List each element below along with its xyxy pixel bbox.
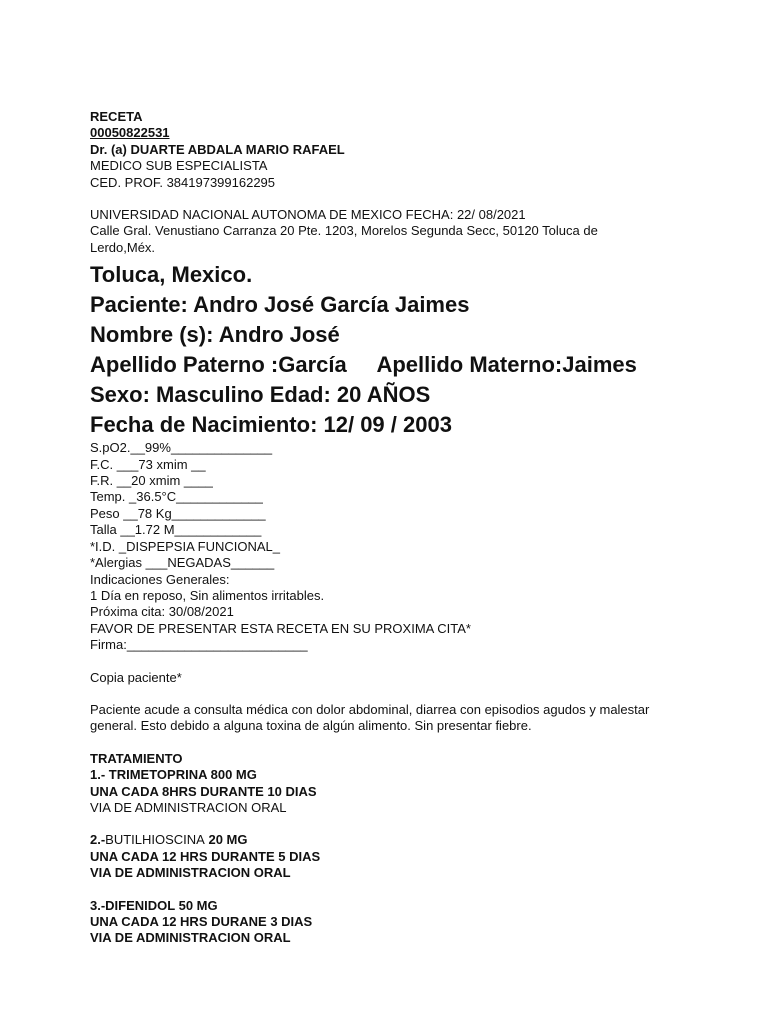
vital-temperature: Temp. _36.5°C____________: [90, 489, 263, 505]
vital-heart-rate: F.C. ___73 xmim __: [90, 456, 206, 472]
medication-name: 1.- TRIMETOPRINA 800 MG: [90, 767, 257, 783]
medication-drug: BUTILHIOSCINA: [105, 832, 205, 848]
treatment-heading: TRATAMIENTO: [90, 750, 183, 766]
spacer: [90, 882, 728, 898]
folio-number: 00050822531: [90, 125, 170, 141]
signature-line: Firma:_________________________: [90, 637, 308, 653]
next-visit: Próxima cita: 30/08/2021: [90, 604, 234, 620]
institution-address: Calle Gral. Venustiano Carranza 20 Pte. 1203, Morelos Segunda Secc, 50120 Toluca de Lerdo,Méx.: [90, 223, 598, 255]
allergies: *Alergias ___NEGADAS______: [90, 555, 275, 571]
spacer: [90, 654, 728, 670]
medication-name: 3.-DIFENIDOL 50 MG: [90, 897, 218, 913]
treatment-item: [90, 767, 728, 816]
patient-given-names: Nombre (s): Andro José: [90, 322, 340, 348]
diagnosis: *I.D. _DISPEPSIA FUNCIONAL_: [90, 538, 281, 554]
treatment-item: [90, 832, 728, 881]
medication-strength: 20 MG: [204, 832, 248, 848]
medication-route: VIA DE ADMINISTRACION ORAL: [90, 865, 291, 881]
medication-dose: UNA CADA 8HRS DURANTE 10 DIAS: [90, 783, 317, 799]
doctor-license: CED. PROF. 384197399162295: [90, 174, 276, 190]
spacer: [90, 686, 728, 702]
city-heading: Toluca, Mexico.: [90, 262, 253, 288]
vital-weight: Peso __78 Kg_____________: [90, 505, 266, 521]
vital-height: Talla __1.72 M____________: [90, 522, 262, 538]
medication-number: 2.-: [90, 832, 106, 848]
medication-route: VIA DE ADMINISTRACION ORAL: [90, 930, 291, 946]
vital-spo2: S.pO2.__99%______________: [90, 440, 273, 456]
notice: FAVOR DE PRESENTAR ESTA RECETA EN SU PROXIMA CITA*: [90, 620, 471, 636]
patient-sex-age: Sexo: Masculino Edad: 20 AÑOS: [90, 382, 431, 408]
institution-date-line: UNIVERSIDAD NACIONAL AUTONOMA DE MEXICO FECHA: 22/ 08/2021: [90, 207, 526, 223]
patient-surnames: Apellido Paterno :García Apellido Materno:Jaimes: [90, 352, 637, 378]
spacer: [90, 816, 728, 832]
copy-label: Copia paciente*: [90, 669, 182, 685]
clinical-description: Paciente acude a consulta médica con dolor abdominal, diarrea con episodios agudos y malestar general. Esto debido a alguna toxina de algún alimento. Sin presentar fiebre.: [90, 701, 650, 734]
doctor-name: Dr. (a) DUARTE ABDALA MARIO RAFAEL: [90, 141, 345, 157]
indications-text: 1 Día en reposo, Sin alimentos irritables.: [90, 587, 325, 603]
patient-full-name: Paciente: Andro José García Jaimes: [90, 292, 470, 318]
treatment-item: [90, 898, 728, 947]
document-title: RECETA: [90, 109, 143, 124]
vital-resp-rate: F.R. __20 xmim ____: [90, 473, 213, 489]
spacer: [90, 191, 728, 207]
doctor-specialty: MEDICO SUB ESPECIALISTA: [90, 158, 268, 174]
medication-dose: UNA CADA 12 HRS DURANTE 5 DIAS: [90, 848, 321, 864]
vitals-list: [90, 440, 728, 571]
spacer: [90, 735, 728, 751]
indications-heading: Indicaciones Generales:: [90, 571, 230, 587]
patient-birth-date: Fecha de Nacimiento: 12/ 09 / 2003: [90, 412, 452, 438]
medication-route: VIA DE ADMINISTRACION ORAL: [90, 799, 287, 815]
medication-name: [90, 832, 728, 848]
medication-dose: UNA CADA 12 HRS DURANE 3 DIAS: [90, 914, 313, 929]
